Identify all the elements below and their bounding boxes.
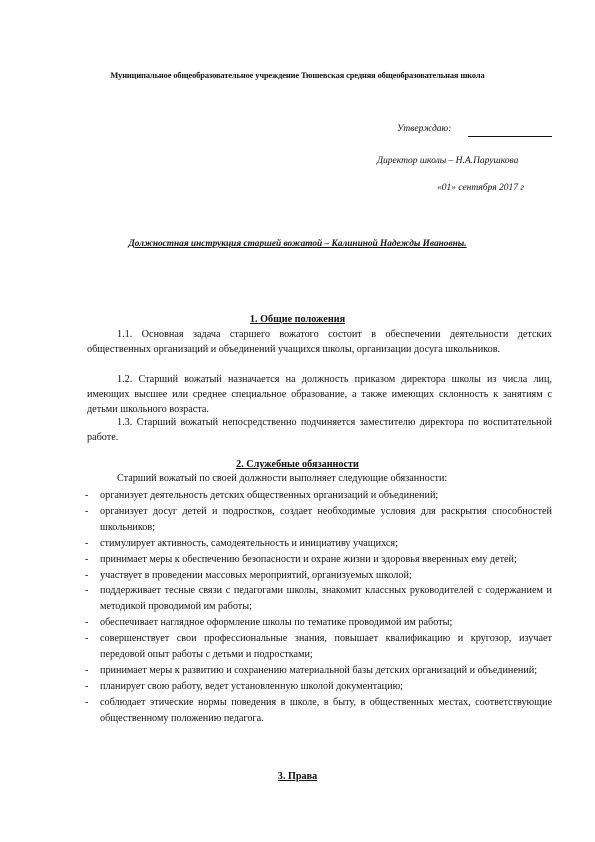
paragraph-1-1 (87, 328, 552, 358)
list-item (85, 568, 552, 584)
list-item-text: соблюдает этические нормы поведения в школе, в быту, в общественных местах, соответствующие общественному положению педагога. (100, 696, 552, 724)
section-3-heading: 3. Права (277, 771, 318, 782)
section-2-intro (87, 472, 552, 487)
paragraph-1-2-text: 1.2. Старший вожатый назначается на должность приказом директора школы из числа лиц, имеющих высшее или среднее специальное образование, а также имеющих склонность к занятиям с детьми школьного возраста. (87, 374, 552, 415)
bullet-dash: - (85, 553, 89, 565)
section-2-heading: 2. Служебные обязанности (236, 459, 359, 470)
bullet-dash: - (85, 664, 89, 676)
bullet-dash: - (85, 696, 89, 708)
list-item (85, 679, 552, 695)
bullet-dash: - (85, 490, 89, 501)
director-signature: Директор школы – Н.А.Парушкова (377, 156, 519, 166)
list-item-text: организует деятельность детских общественных организаций и объединений; (100, 490, 439, 501)
list-item-text: поддерживает тесные связи с педагогами школы, знакомит классных руководителей с содержанием и методикой проводимой им работы; (100, 585, 552, 613)
bullet-dash: - (85, 617, 89, 629)
list-item-text: принимает меры к обеспечению безопасности и охране жизни и здоровья вверенных ему детей; (100, 553, 517, 565)
list-item-text: организует досуг детей и подростков, создает необходимые условия для раскрытия способностей школьников; (100, 505, 552, 533)
list-item (85, 536, 552, 552)
list-item (85, 504, 552, 536)
list-item-text: совершенствует свои профессиональные знания, повышает квалификацию и кругозор, изучает передовой опыт работы с детьми и подростками; (100, 633, 552, 661)
approval-label: Утверждаю: (397, 124, 452, 134)
section-1-heading: 1. Общие положения (249, 314, 346, 325)
duties-list (85, 488, 552, 727)
list-item (85, 488, 552, 504)
paragraph-1-2 (87, 373, 552, 418)
paragraph-1-3 (87, 416, 552, 446)
bullet-dash: - (85, 633, 89, 645)
list-item (85, 615, 552, 631)
list-item (85, 631, 552, 663)
bullet-dash: - (85, 680, 89, 692)
list-item (85, 663, 552, 679)
bullet-dash: - (85, 537, 89, 549)
bullet-dash: - (85, 569, 89, 581)
list-item-text: стимулирует активность, самодеятельность и инициативу учащихся; (100, 537, 398, 549)
list-item-text: участвует в проведении массовых мероприятий, организуемых школой; (100, 569, 412, 581)
list-item (85, 583, 552, 615)
bullet-dash: - (85, 585, 89, 597)
bullet-dash: - (85, 505, 89, 517)
paragraph-1-1-text: 1.1. Основная задача старшего вожатого состоит в обеспечении деятельности детских общественных организаций и объединений учащихся школы, организации досуга школьников. (87, 329, 552, 355)
list-item-text: планирует свою работу, ведет установленную школой документацию; (100, 680, 404, 692)
list-item (85, 552, 552, 568)
list-item-text: обеспечивает наглядное оформление школы по тематике проводимой им работы; (100, 617, 453, 629)
document-title: Должностная инструкция старшей вожатой – Калининой Надежды Ивановны. (128, 239, 467, 249)
section-2-intro-text: Старший вожатый по своей должности выполняет следующие обязанности: (117, 473, 448, 484)
signature-line (468, 136, 552, 137)
organization-name: Муниципальное общеобразовательное учреждение Тюшевская средняя общеобразовательная школа (110, 71, 485, 80)
approval-date: «01» сентября 2017 г (437, 183, 525, 193)
paragraph-1-3-text: 1.3. Старший вожатый непосредственно подчиняется заместителю директора по воспитательной работе. (87, 417, 552, 443)
list-item-text: принимает меры к развитию и сохранению материальной базы детских организаций и объединений; (100, 664, 538, 676)
list-item (85, 695, 552, 727)
